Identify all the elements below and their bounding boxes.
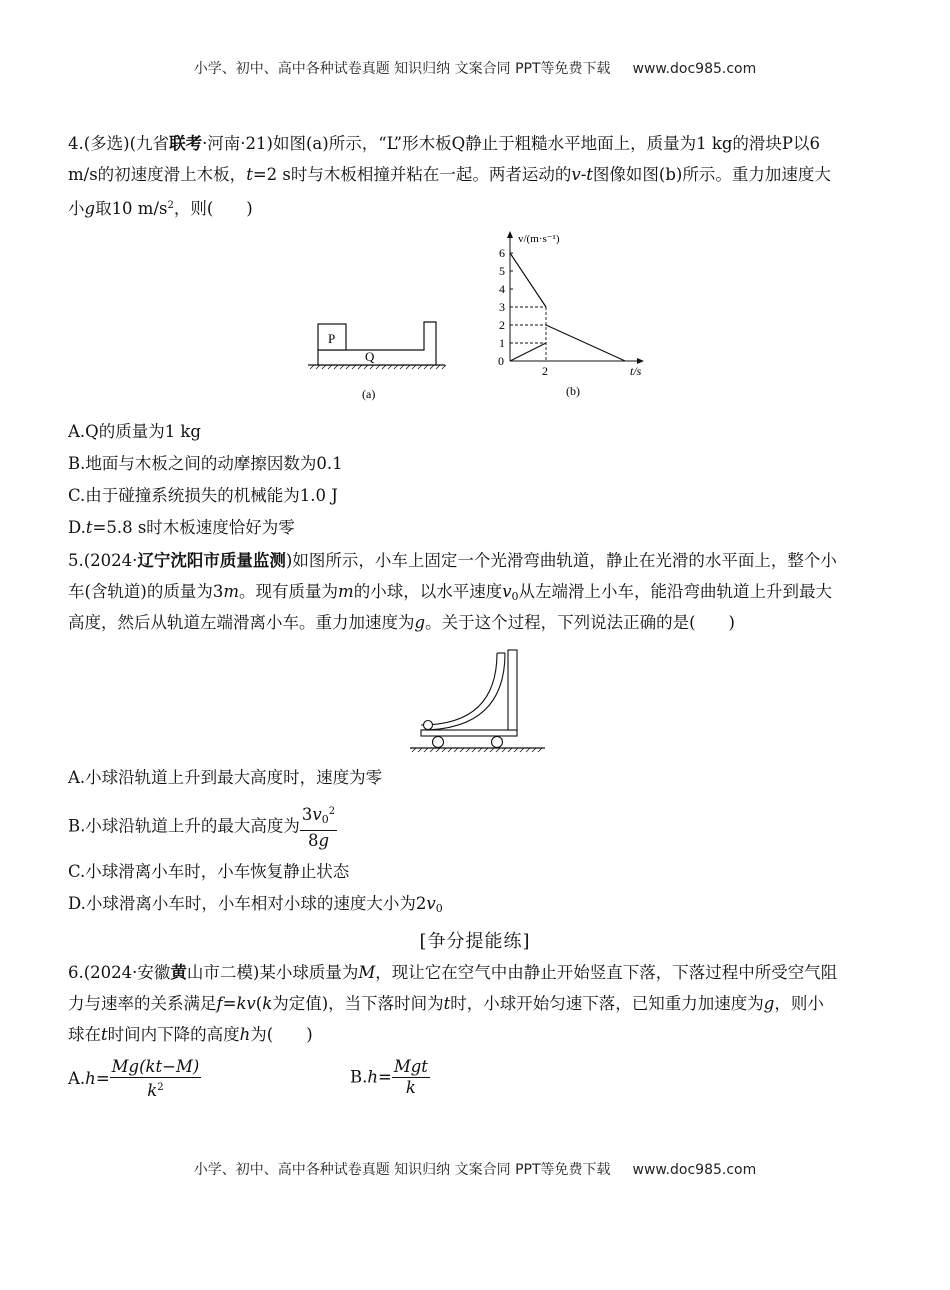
q6-a-fraction: $\frac{Mg(kt-M)}{k^2}$: [111, 1057, 200, 1100]
y-tick-label: 4: [499, 282, 505, 296]
track-outer: [421, 653, 505, 730]
header-text: 小学、初中、高中各种试卷真题 知识归纳 文案合同 PPT等免费下载: [193, 61, 611, 77]
cart-base: [421, 730, 517, 736]
caption-b: (b): [566, 384, 580, 398]
q5-line-2: 车(含轨道)的质量为3m。现有质量为m的小球，以水平速度$v_0$从左端滑上小车，能沿弯曲轨道上升到最大: [68, 582, 833, 603]
figure-b-vt-graph: [490, 225, 660, 405]
ground-hatch: [310, 365, 446, 369]
q4-line-1: 4.(多选)(九省联考·河南·21)如图(a)所示，“L”形木板Q静止于粗糙水平地面上，质量为1 kg的滑块P以6: [68, 134, 820, 153]
q4-option-c: C.由于碰撞系统损失的机械能为1.0 J: [68, 486, 338, 505]
ball: [424, 721, 433, 730]
q5-option-d: D.小球滑离小车时，小车相对小球的速度大小为$2v_0$: [68, 894, 443, 915]
q5-option-a: A.小球沿轨道上升到最大高度时，速度为零: [68, 768, 383, 787]
q5-b-fraction: $\frac{3v_0^2}{8g}$: [300, 802, 337, 851]
q5-option-b: B.小球沿轨道上升的最大高度为 $\frac{3v_0^2}{8g}$: [68, 802, 337, 851]
q5-option-c: C.小球滑离小车时，小车恢复静止状态: [68, 862, 350, 881]
x-tick-label: 2: [542, 364, 548, 378]
y-axis-arrow: [507, 231, 513, 238]
track-inner: [421, 653, 497, 725]
footer-site-link[interactable]: www.doc985.com: [632, 1162, 757, 1178]
figure-cart-track: [405, 645, 555, 757]
q4-line-3: 小g取10 $m/s^2$，则( ): [68, 199, 253, 218]
page-header: [0, 58, 950, 78]
q4-line-2: m/s的初速度滑上木板，t=2 s时与木板相撞并粘在一起。两者运动的v-t图像如图(b)所示。重力加速度大: [68, 165, 831, 184]
label-p: P: [328, 331, 336, 346]
q4-option-a: A.Q的质量为1 kg: [68, 422, 201, 441]
q4-option-d: D.t=5.8 s时木板速度恰好为零: [68, 518, 295, 537]
q5-line-3: 高度，然后从轨道左端滑离小车。重力加速度为g。关于这个过程，下列说法正确的是( ): [68, 613, 735, 632]
y-tick-label: 1: [499, 336, 505, 350]
q6-option-b: B.h= $\frac{\text{Mgt}}{k}$: [350, 1057, 428, 1097]
wheel-left: [433, 737, 444, 748]
q6-line-1: 6.(2024·安徽黄山市二模)某小球质量为M，现让它在空气中由静止开始竖直下落，下落过程中所受空气阻: [68, 963, 838, 982]
label-q: Q: [365, 349, 375, 364]
origin-label: 0: [498, 354, 504, 368]
cart-wall: [508, 650, 517, 730]
header-site-link[interactable]: www.doc985.com: [632, 61, 757, 77]
x-axis-label: t/s: [630, 364, 642, 378]
y-tick-label: 2: [499, 318, 505, 332]
series-line-2: [510, 343, 546, 361]
footer-text: 小学、初中、高中各种试卷真题 知识归纳 文案合同 PPT等免费下载: [193, 1162, 611, 1178]
q6-line-3: 球在t时间内下降的高度h为( ): [68, 1025, 313, 1044]
y-tick-label: 6: [499, 246, 505, 260]
caption-a: (a): [362, 387, 376, 401]
series-line-3: [546, 325, 625, 361]
series-line-1: [510, 253, 546, 307]
wheel-right: [492, 737, 503, 748]
page-footer: [0, 1159, 950, 1179]
q5-line-1: 5.(2024·辽宁沈阳市质量监测)如图所示，小车上固定一个光滑弯曲轨道，静止在光滑的水平面上，整个小: [68, 551, 837, 570]
q6-b-fraction: $\frac{\text{Mgt}}{k}$: [393, 1057, 428, 1097]
q6-line-2: 力与速率的关系满足f=kv(k为定值)，当下落时间为t时，小球开始匀速下落，已知重力加速度为g，则小: [68, 994, 824, 1013]
y-axis-label: v/(m·s⁻¹): [518, 233, 560, 245]
section-title: [争分提能练]: [419, 931, 531, 952]
q6-option-a: A.h= $\frac{Mg(kt-M)}{k^2}$: [68, 1057, 200, 1100]
figure-a-board: [300, 310, 450, 405]
q4-option-b: B.地面与木板之间的动摩擦因数为0.1: [68, 454, 343, 473]
y-tick-label: 5: [499, 264, 505, 278]
y-tick-label: 3: [499, 300, 505, 314]
